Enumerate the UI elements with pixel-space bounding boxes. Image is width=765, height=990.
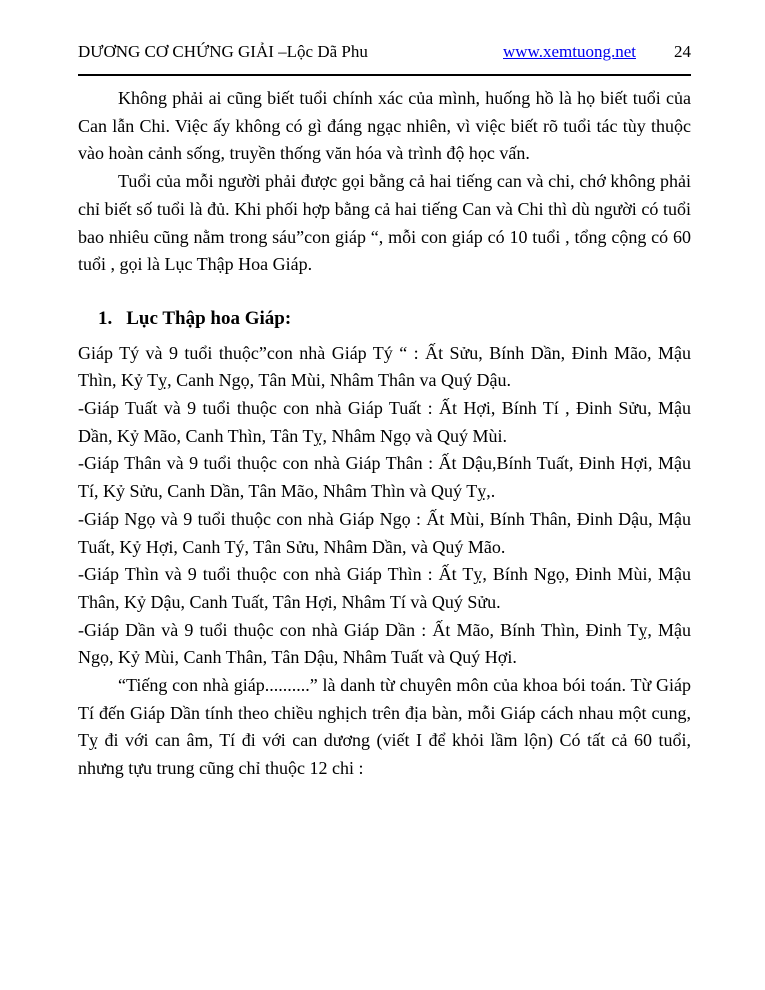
giap-entry: -Giáp Ngọ và 9 tuổi thuộc con nhà Giáp Ngọ : Ất Mùi, Bính Thân, Đinh Dậu, Mậu Tuất, Kỷ Hợi, Canh Tý, Tân Sửu, Nhâm Dần, và Quý Mão.: [78, 508, 691, 557]
closing-paragraph: “Tiếng con nhà giáp..........” là danh từ chuyên môn của khoa bói toán. Từ Giáp Tí đến Giáp Dần tính theo chiều nghịch trên địa bàn, mỗi Giáp cách nhau một cung, Tỵ đi với can âm, Tí đi với can dương (viết I để khỏi lầm lộn) Có tất cả 60 tuổi, nhưng tựu trung cũng chỉ thuộc 12 chi :: [78, 675, 691, 779]
giap-entry: -Giáp Thân và 9 tuổi thuộc con nhà Giáp Thân : Ất Dậu,Bính Tuất, Đinh Hợi, Mậu Tí, Kỷ Sửu, Canh Dần, Tân Mão, Nhâm Thìn và Quý Tỵ,.: [78, 453, 691, 502]
giap-entry: Giáp Tý và 9 tuổi thuộc”con nhà Giáp Tý “ : Ất Sửu, Bính Dần, Đinh Mão, Mậu Thìn, Kỷ Tỵ, Canh Ngọ, Tân Mùi, Nhâm Thân va Quý Dậu.: [78, 342, 691, 391]
giap-entry: -Giáp Thìn và 9 tuổi thuộc con nhà Giáp Thìn : Ất Tỵ, Bính Ngọ, Đinh Mùi, Mậu Thân, Kỷ Dậu, Canh Tuất, Tân Hợi, Nhâm Tí và Quý Sửu.: [78, 564, 691, 612]
document-body: [78, 85, 691, 783]
section-heading: [98, 305, 691, 333]
intro-paragraph: Không phải ai cũng biết tuổi chính xác của mình, huống hồ là họ biết tuổi của Can lẫn Chi. Việc ấy không có gì đáng ngạc nhiên, vì việc biết rõ tuổi tác tùy thuộc vào hoàn cảnh sống, truyền thống văn hóa và trình độ học vấn.: [78, 88, 691, 164]
intro-paragraph: Tuổi của mỗi người phải được gọi bằng cả hai tiếng can và chi, chớ không phải chỉ biết số tuổi là đủ. Khi phối hợp bằng cả hai tiếng Can và Chi thì dù người có tuổi bao nhiêu cũng nằm trong sáu”con giáp “, mỗi con giáp có 10 tuổi , tổng cộng có 60 tuổi , gọi là Lục Thập Hoa Giáp.: [78, 171, 691, 275]
website-link[interactable]: www.xemtuong.net: [503, 42, 636, 61]
page-header: [78, 42, 691, 62]
document-title: DƯƠNG CƠ CHỨNG GIẢI –Lộc Dã Phu: [78, 42, 368, 61]
header-divider: [78, 74, 691, 76]
giap-entry: -Giáp Tuất và 9 tuổi thuộc con nhà Giáp Tuất : Ất Hợi, Bính Tí , Đinh Sửu, Mậu Dần, Kỷ Mão, Canh Thìn, Tân Tỵ, Nhâm Ngọ và Quý Mùi.: [78, 398, 691, 446]
section-number: 1.: [98, 307, 113, 329]
section-title: Lục Thập hoa Giáp:: [126, 307, 292, 329]
giap-entry: -Giáp Dần và 9 tuổi thuộc con nhà Giáp Dần : Ất Mão, Bính Thìn, Đinh Tỵ, Mậu Ngọ, Kỷ Mùi, Canh Thân, Tân Dậu, Nhâm Tuất và Quý Hợi.: [78, 619, 691, 668]
page-number: 24: [674, 42, 691, 61]
